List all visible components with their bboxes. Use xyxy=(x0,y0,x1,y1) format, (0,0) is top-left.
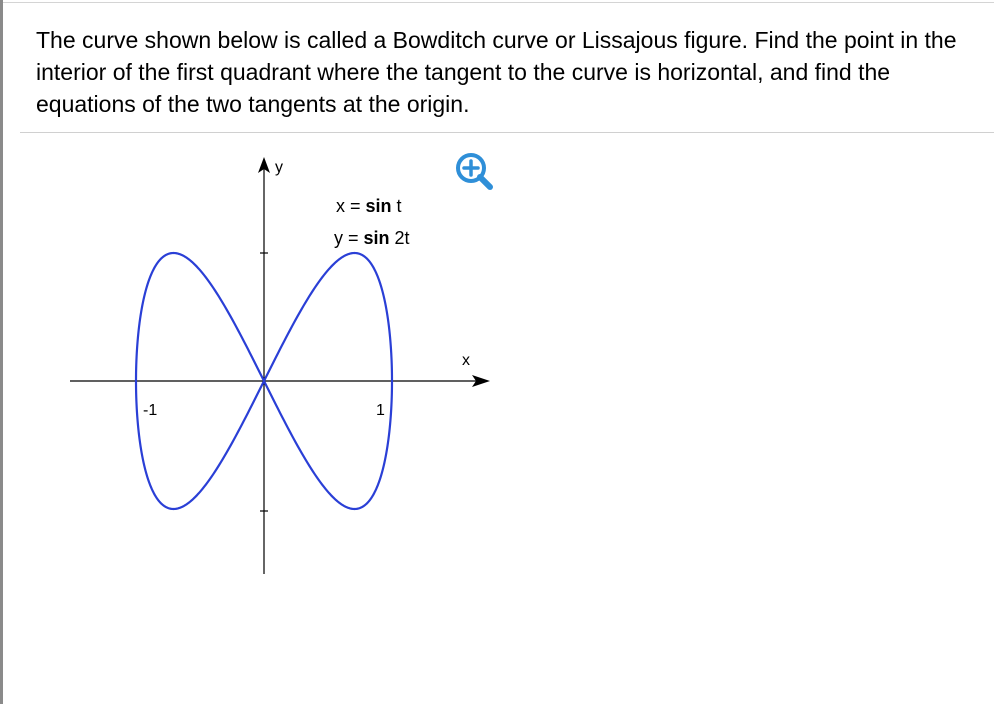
magnifier-handle xyxy=(480,177,490,187)
equation-x-function: sin xyxy=(365,196,392,216)
equation-y xyxy=(334,228,410,248)
tick-label-pos-one: 1 xyxy=(376,402,385,419)
equation-y-lhs: y = xyxy=(334,228,364,248)
zoom-in-icon[interactable] xyxy=(453,150,495,192)
top-rule xyxy=(3,2,994,3)
axes xyxy=(70,166,482,574)
equation-y-argument: 2t xyxy=(389,228,410,248)
y-axis-label: y xyxy=(275,159,283,176)
equation-x xyxy=(336,196,402,216)
question-text: The curve shown below is called a Bowditch curve or Lissajous figure. Find the point in the interior of the first quadrant where the tangent to the curve is horizontal, and find the equations of the two tangents at the origin. xyxy=(36,27,957,117)
question-divider xyxy=(20,132,994,133)
equation-x-argument: t xyxy=(391,196,402,216)
equation-y-function: sin xyxy=(363,228,390,248)
equation-x-lhs: x = xyxy=(336,196,366,216)
tick-label-neg-one: -1 xyxy=(143,402,158,419)
x-axis-label: x xyxy=(462,352,470,369)
lissajous-figure xyxy=(0,140,520,590)
